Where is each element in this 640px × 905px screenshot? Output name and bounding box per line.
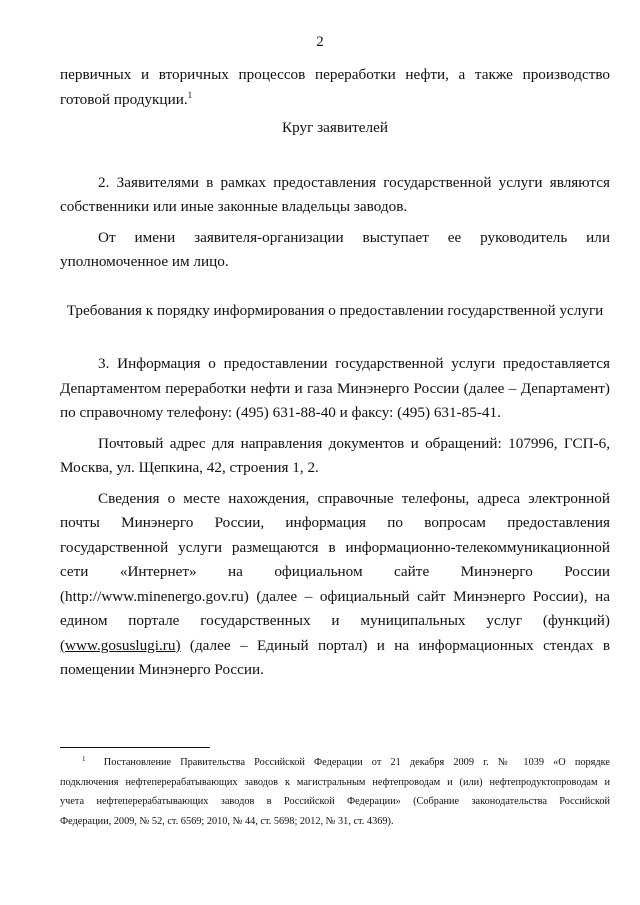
paragraph-3: [60, 352, 610, 426]
footnote-text-1: Постановление Правительства Российской Федерации от 21 декабря 2009 г. № 1039 «О порядке: [103, 757, 610, 768]
info-line-7-text: (далее – Единый портал) и на информационных стендах в: [180, 636, 610, 654]
info-line-7: [60, 634, 610, 659]
info-line-8: помещении Минэнерго России.: [60, 661, 264, 678]
section-heading-applicants: Круг заявителей: [282, 119, 388, 136]
info-line-2: почты Минэнерго России, информация по вопросам предоставления: [60, 514, 610, 531]
footnote-separator: [60, 747, 210, 748]
footnote-line-1: [60, 753, 610, 773]
p3-line-2: Департаментом переработки нефти и газа Минэнерго России (далее – Департамент): [60, 379, 610, 397]
footnote-mark: 1: [82, 755, 86, 763]
rep-line-2: уполномоченное им лицо.: [60, 253, 229, 270]
page-number: 2: [316, 34, 324, 50]
footnote-line-4: Федерации, 2009, № 52, ст. 6569; 2010, № 44, ст. 5698; 2012, № 31, ст. 4369).: [60, 815, 394, 827]
info-line-1: Сведения о месте нахождения, справочные телефоны, адреса электронной: [98, 489, 610, 507]
paragraph-2: [60, 171, 610, 220]
document-body: [60, 63, 610, 683]
intro-text: готовой продукции.: [60, 90, 188, 108]
info-line-4: сети «Интернет» на официальном сайте Минэнерго России: [60, 563, 610, 580]
addr-line-1: Почтовый адрес для направления документов и обращений: 107996, ГСП-6,: [98, 434, 610, 452]
section-heading-informing: Требования к порядку информирования о предоставлении государственной услуги: [66, 301, 604, 319]
p2-line-1: 2. Заявителями в рамках предоставления государственной услуги являются: [98, 173, 610, 191]
paragraph-representative: [60, 226, 610, 275]
p2-line-2: собственники или иные законные владельцы заводов.: [60, 198, 408, 215]
addr-line-2: Москва, ул. Щепкина, 42, строения 1, 2.: [60, 459, 319, 476]
paragraph-info: [60, 487, 610, 683]
p3-line-1: 3. Информация о предоставлении государственной услуги предоставляется: [98, 355, 610, 372]
intro-line-1: первичных и вторичных процессов переработки нефти, а также производство: [60, 66, 610, 83]
paragraph-address: [60, 432, 610, 481]
info-line-3: государственной услуги размещаются в информационно-телекоммуникационной: [60, 538, 610, 556]
p3-line-3: по справочному телефону: (495) 631-88-40 и факсу: (495) 631-85-41.: [60, 404, 501, 421]
footnote: [60, 753, 610, 831]
gosuslugi-link[interactable]: (www.gosuslugi.ru): [60, 636, 181, 654]
footnote-reference[interactable]: 1: [187, 89, 193, 100]
footnote-line-3: учета нефтеперерабатывающих заводов в Российской Федерации» (Собрание законодательства Российской: [60, 796, 610, 807]
rep-line-1: От имени заявителя-организации выступает ее руководитель или: [98, 228, 610, 246]
intro-line-2: [60, 88, 610, 113]
info-line-6: едином портале государственных и муниципальных услуг (функций): [60, 612, 610, 629]
info-line-5: (http://www.minenergo.gov.ru) (далее – официальный сайт Минэнерго России), на: [60, 587, 610, 605]
footnote-line-2: подключения нефтеперерабатывающих заводов к магистральным нефтепроводам и (или) нефтепродуктопроводам и: [60, 776, 610, 788]
